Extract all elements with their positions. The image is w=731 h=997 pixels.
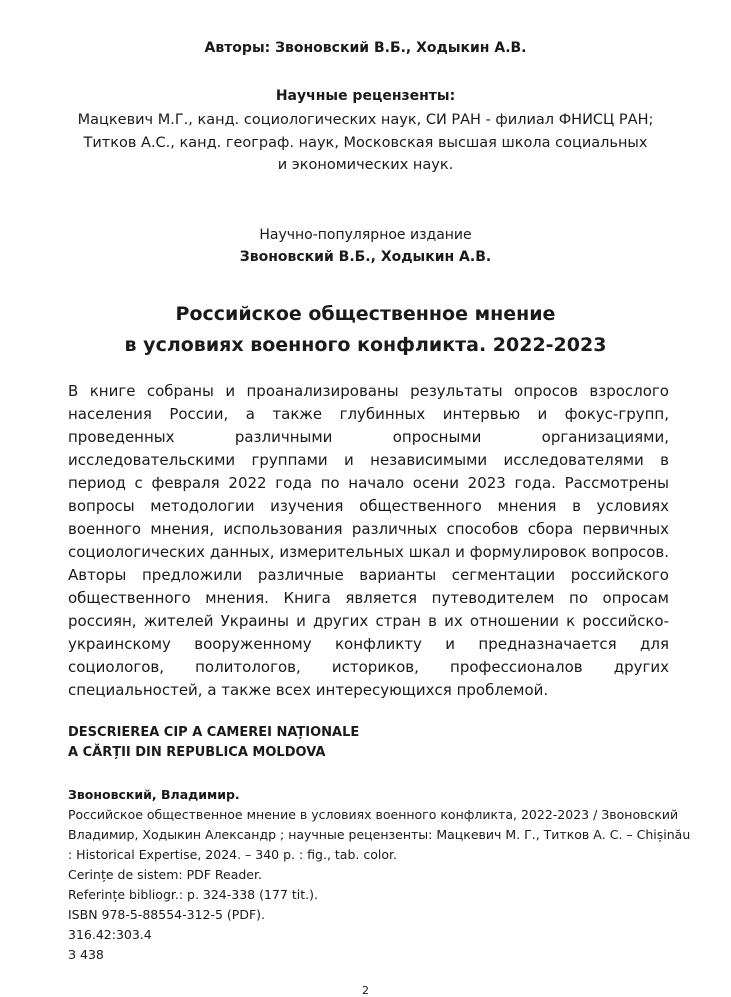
cip-heading [68,723,359,763]
book-title [0,299,731,361]
page-number: 2 [362,984,369,997]
cip-heading-line-2: A CĂRȚII DIN REPUBLICA MOLDOVA [68,745,326,760]
cip-line: 316.42:303.4 [68,927,152,942]
abstract-paragraph: В книге собраны и проанализированы результаты опросов взрослого населения России, а также глубинных интервью и фокус-групп, проведенных различными опросными организациями, исследовательскими группами и независимыми исследователями в период с февраля 2022 года по начало осени 2023 года. Рассмотрены вопросы методологии изучения общественного мнения в условиях военного мнения, использования различных способов сбора первичных социологических данных, измерительных шкал и формулировок вопросов. Авторы предложили различные варианты сегментации российского общественного мнения. Книга является путеводителем по опросам россиян, жителей Украины и других стран в их отношении к российско-украинскому вооруженному конфликту и предназначается для социологов, политологов, историков, профессионалов других специальностей, а также всех интересующихся проблемой. [68,382,669,699]
cip-line: Cerințe de sistem: PDF Reader. [68,867,262,882]
cip-heading-line-1: DESCRIEREA CIP A CAMEREI NAȚIONALE [68,725,360,740]
cip-line: Владимир, Ходыкин Александр ; научные рецензенты: Мацкевич М. Г., Титков А. С. – Chișinău [68,827,691,842]
cip-line: ISBN 978-5-88554-312-5 (PDF). [68,907,266,922]
reviewer-line: Титков А.С., канд. географ. наук, Московская высшая школа социальных [83,134,648,151]
reviewers-title: Научные рецензенты: [275,88,456,104]
cip-author-heading: Звоновский, Владимир. [68,787,240,802]
cip-line: Российское общественное мнение в условиях военного конфликта, 2022-2023 / Звоновский [68,807,679,822]
book-title-line-1: Российское общественное мнение [175,303,556,325]
cip-line: Referințe bibliogr.: p. 324-338 (177 tit.). [68,887,318,902]
reviewer-line: и экономических наук. [277,157,454,173]
book-title-line-2: в условиях военного конфликта. 2022-2023 [124,334,607,356]
cip-line: З 438 [68,947,104,962]
edition-authors: Звоновский В.Б., Ходыкин А.В. [239,249,492,265]
cip-record [68,785,691,965]
reviewer-line: Мацкевич М.Г., канд. социологических наук, СИ РАН - филиал ФНИСЦ РАН; [77,112,654,128]
reviewers-list [0,109,731,177]
edition-type: Научно-популярное издание [259,227,472,243]
authors-line: Авторы: Звоновский В.Б., Ходыкин А.В. [204,40,527,56]
cip-line: : Historical Expertise, 2024. – 340 p. : fig., tab. color. [68,847,397,862]
